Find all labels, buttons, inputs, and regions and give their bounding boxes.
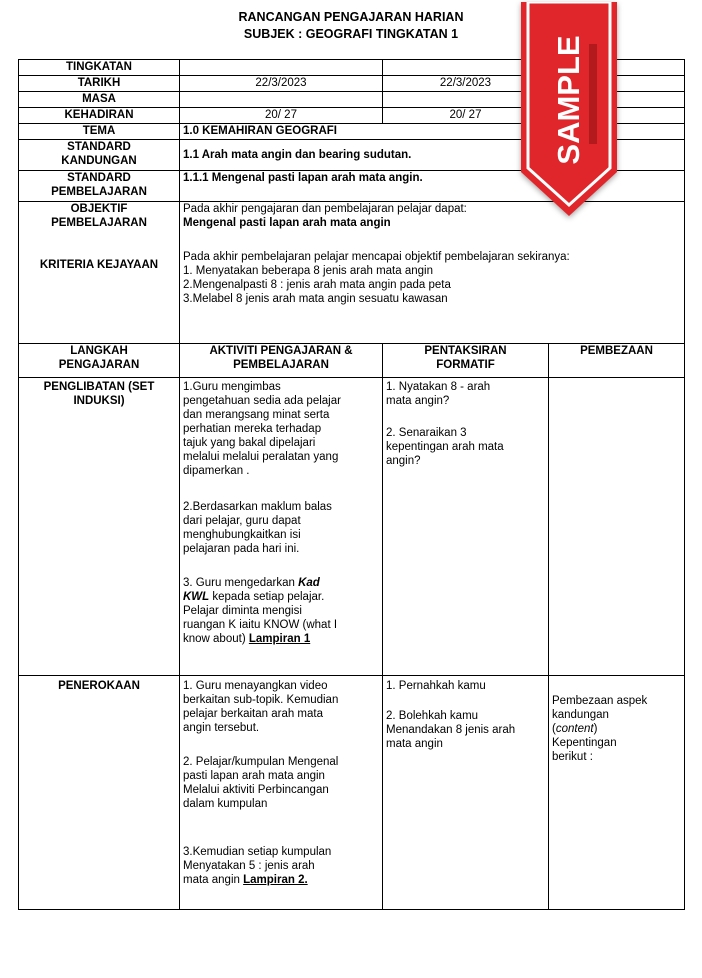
kehadiran-label: KEHADIRAN <box>19 108 180 124</box>
standard-kandungan-value: 1.1 Arah mata angin dan bearing sudutan. <box>180 140 685 171</box>
penerokaan-label: PENEROKAAN <box>19 676 180 910</box>
penglibatan-pentaksiran: 1. Nyatakan 8 - arah mata angin? 2. Senaraikan 3 kepentingan arah mata angin? <box>383 378 549 676</box>
row-column-headers <box>19 344 685 378</box>
objektif-label: OBJEKTIF <box>70 203 128 215</box>
kehadiran-value-1: 20/ 27 <box>180 108 383 124</box>
penglibatan-aktiviti: 1.Guru mengimbas pengetahuan sedia ada pelajar dan merangsang minat serta perhatian mereka terhadap tajuk yang bakal dipelajari melalui melalui peralatan yang dipamerkan . 2.Berdasarkan maklum balas dari pelajar, guru dapat menghubungkaitkan isi pelajaran pada hari ini. 3. Guru mengedarkan Kad KWL kepada setiap pelajar. Pelajar diminta mengisi ruangan K iaitu KNOW (what I know about) Lampiran 1 <box>180 378 383 676</box>
header-pentaksiran: PENTAKSIRAN FORMATIF <box>383 344 549 378</box>
standard-kandungan-label: STANDARD KANDUNGAN <box>19 140 180 171</box>
tingkatan-label: TINGKATAN <box>19 60 180 76</box>
penerokaan-pembezaan: Pembezaan aspek kandungan (content) Kepentingan berikut : <box>549 676 685 910</box>
kriteria-kejayaan-label: KRITERIA KEJAYAAN <box>39 259 159 271</box>
kriteria-item-1: 1. Menyatakan beberapa 8 jenis arah mata angin <box>183 265 433 277</box>
kehadiran-value-2: 20/ 27 <box>383 108 549 124</box>
penglibatan-label: PENGLIBATAN (SET INDUKSI) <box>19 378 180 676</box>
kad-kwl-emphasis: Kad <box>298 577 320 589</box>
ribbon-stripe <box>589 44 597 144</box>
tarikh-label: TARIKH <box>19 76 180 92</box>
row-penerokaan <box>19 676 685 910</box>
masa-label: MASA <box>19 92 180 108</box>
lampiran-2-link: Lampiran 2. <box>243 874 308 886</box>
penglibatan-pembezaan <box>549 378 685 676</box>
header-pembezaan: PEMBEZAAN <box>549 344 685 378</box>
kriteria-item-3: 3.Melabel 8 jenis arah mata angin sesuatu kawasan <box>183 293 448 305</box>
tarikh-value-1: 22/3/2023 <box>180 76 383 92</box>
tema-value: 1.0 KEMAHIRAN GEOGRAFI <box>180 124 685 140</box>
objektif-kriteria-content <box>180 202 685 344</box>
tarikh-value-2: 22/3/2023 <box>383 76 549 92</box>
objektif-value: Mengenal pasti lapan arah mata angin <box>183 217 391 229</box>
header-aktiviti: AKTIVITI PENGAJARAN & PEMBELAJARAN <box>180 344 383 378</box>
penerokaan-pentaksiran: 1. Pernahkah kamu 2. Bolehkah kamu Menandakan 8 jenis arah mata angin <box>383 676 549 910</box>
row-objektif-kriteria <box>19 202 685 344</box>
standard-pembelajaran-value: 1.1.1 Mengenal pasti lapan arah mata angin. <box>180 171 685 202</box>
header-langkah: LANGKAH PENGAJARAN <box>19 344 180 378</box>
sample-watermark-ribbon <box>521 2 617 218</box>
tema-label: TEMA <box>19 124 180 140</box>
lampiran-1-link: Lampiran 1 <box>248 633 311 645</box>
document-subtitle: SUBJEK : GEOGRAFI TINGKATAN 1 <box>243 27 459 41</box>
standard-pembelajaran-label: STANDARD PEMBELAJARAN <box>19 171 180 202</box>
penerokaan-aktiviti: 1. Guru menayangkan video berkaitan sub-topik. Kemudian pelajar berkaitan arah mata angin tersebut. 2. Pelajar/kumpulan Mengenal pasti lapan arah mata angin Melalui aktiviti Perbincangan dalam kumpulan 3.Kemudian setiap kumpulan Menyatakan 5 : jenis arah mata angin Lampiran 2. <box>180 676 383 910</box>
objektif-kriteria-label: OBJEKTIF PEMBELAJARAN KRITERIA KEJAYAAN <box>19 202 180 344</box>
sample-text: SAMPLE <box>551 35 586 165</box>
row-penglibatan <box>19 378 685 676</box>
document-title: RANCANGAN PENGAJARAN HARIAN <box>238 10 464 24</box>
kriteria-intro: Pada akhir pembelajaran pelajar mencapai objektif pembelajaran sekiranya: <box>183 251 570 263</box>
objektif-intro: Pada akhir pengajaran dan pembelajaran pelajar dapat: <box>183 203 467 215</box>
kriteria-item-2: 2.Mengenalpasti 8 : jenis arah mata angin pada peta <box>183 279 451 291</box>
